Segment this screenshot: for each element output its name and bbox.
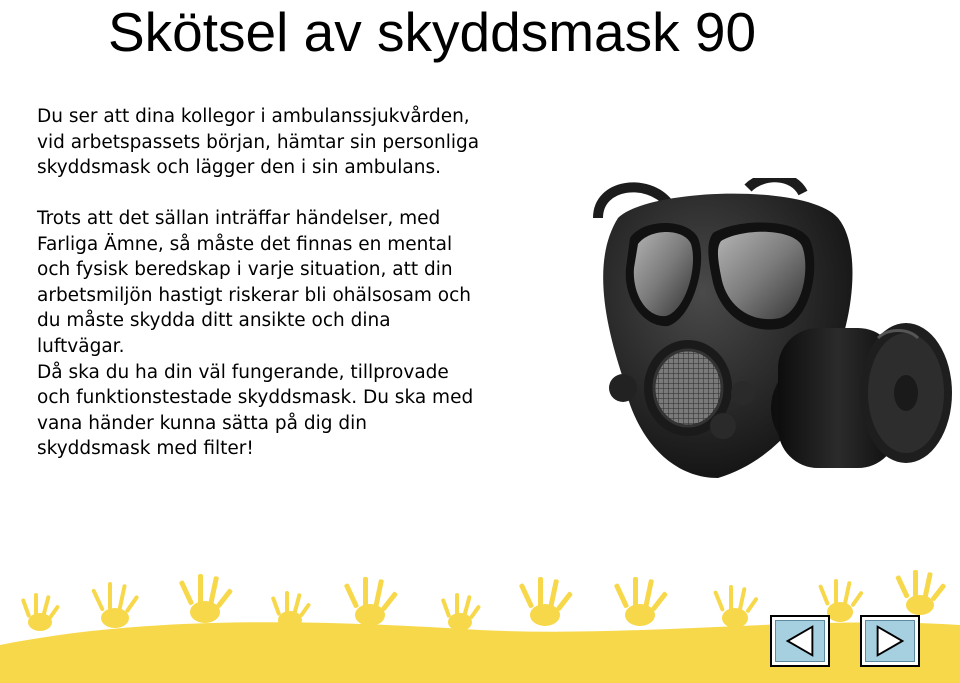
page-title: Skötsel av skyddsmask 90 [108,1,757,63]
text-line: luftvägar. [37,335,125,357]
triangle-right-icon [866,621,914,661]
triangle-left-icon [776,621,824,661]
gas-mask-image [588,178,958,508]
next-slide-button[interactable] [860,615,920,667]
previous-slide-button[interactable] [770,615,830,667]
text-line: skyddsmask med filter! [37,438,254,460]
text-line: vana händer kunna sätta på dig din [37,412,367,434]
main-paragraph [37,206,473,462]
text-line: Då ska du ha din väl fungerande, tillprovade [37,361,449,383]
text-line: Trots att det sällan inträffar händelser, med [37,208,441,229]
text-line: Farliga Ämne, så måste det finnas en mental [37,233,453,255]
text-line: vid arbetspassets början, hämtar sin personliga [37,131,480,153]
text-line: skyddsmask och lägger den i sin ambulans. [37,157,441,179]
text-line: Du ser att dina kollegor i ambulanssjukvården, [37,106,470,127]
text-line: och fysisk beredskap i varje situation, att din [37,259,453,281]
text-line: du måste skydda ditt ansikte och dina [37,310,391,332]
text-line: arbetsmiljön hastigt riskerar bli ohälsosam och [37,284,472,306]
text-line: och funktionstestade skyddsmask. Du ska med [37,387,474,409]
intro-paragraph [37,104,479,181]
